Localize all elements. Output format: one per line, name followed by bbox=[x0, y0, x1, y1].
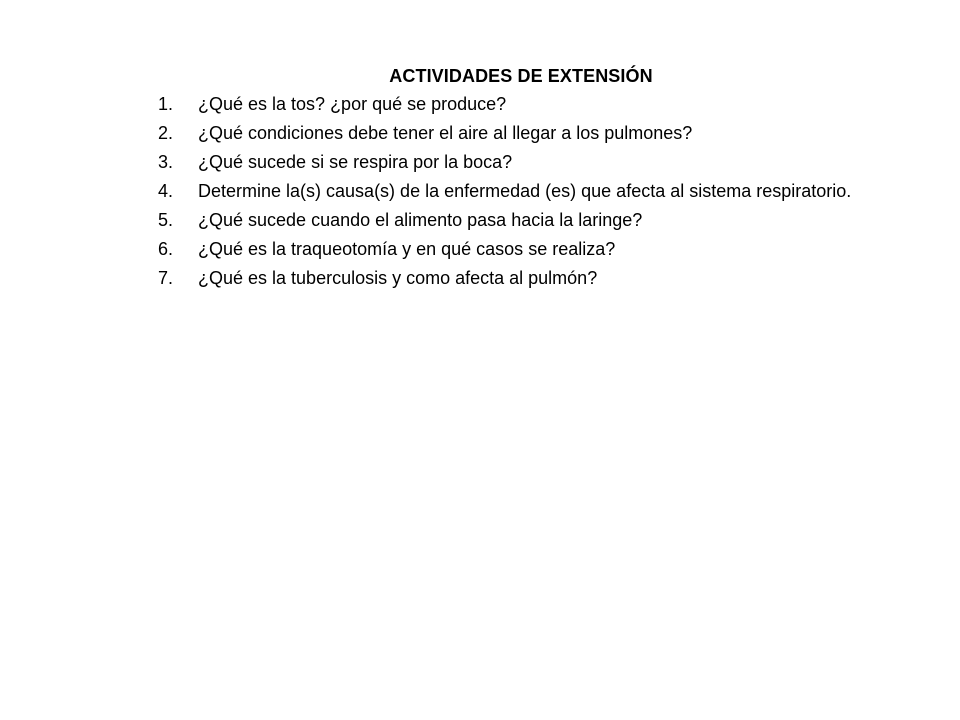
list-item bbox=[158, 264, 884, 293]
list-item bbox=[158, 119, 884, 148]
list-item-text: ¿Qué es la tuberculosis y como afecta al pulmón? bbox=[198, 268, 598, 288]
list-item-number: 2. bbox=[158, 123, 174, 143]
list-item-number: 3. bbox=[158, 152, 174, 172]
list-item-number: 5. bbox=[158, 210, 174, 230]
list-item-text: ¿Qué es la traqueotomía y en qué casos se realiza? bbox=[198, 239, 616, 259]
list-item-number: 4. bbox=[158, 181, 174, 201]
list-item bbox=[158, 235, 884, 264]
list-item-text: ¿Qué condiciones debe tener el aire al llegar a los pulmones? bbox=[198, 123, 693, 143]
list-item bbox=[158, 206, 884, 235]
list-item-text: Determine la(s) causa(s) de la enfermedad (es) que afecta al sistema respiratorio. bbox=[198, 181, 852, 201]
list-item bbox=[158, 148, 884, 177]
list-item-text: ¿Qué es la tos? ¿por qué se produce? bbox=[198, 94, 507, 114]
text-box bbox=[158, 62, 884, 293]
activity-list bbox=[158, 90, 884, 293]
list-item bbox=[158, 90, 884, 119]
page-title: ACTIVIDADES DE EXTENSIÓN bbox=[389, 66, 653, 86]
list-item-number: 1. bbox=[158, 94, 174, 114]
list-item-text: ¿Qué sucede si se respira por la boca? bbox=[198, 152, 513, 172]
list-item-number: 7. bbox=[158, 268, 174, 288]
list-item-text: ¿Qué sucede cuando el alimento pasa hacia la laringe? bbox=[198, 210, 643, 230]
list-item bbox=[158, 177, 884, 206]
list-item-number: 6. bbox=[158, 239, 174, 259]
